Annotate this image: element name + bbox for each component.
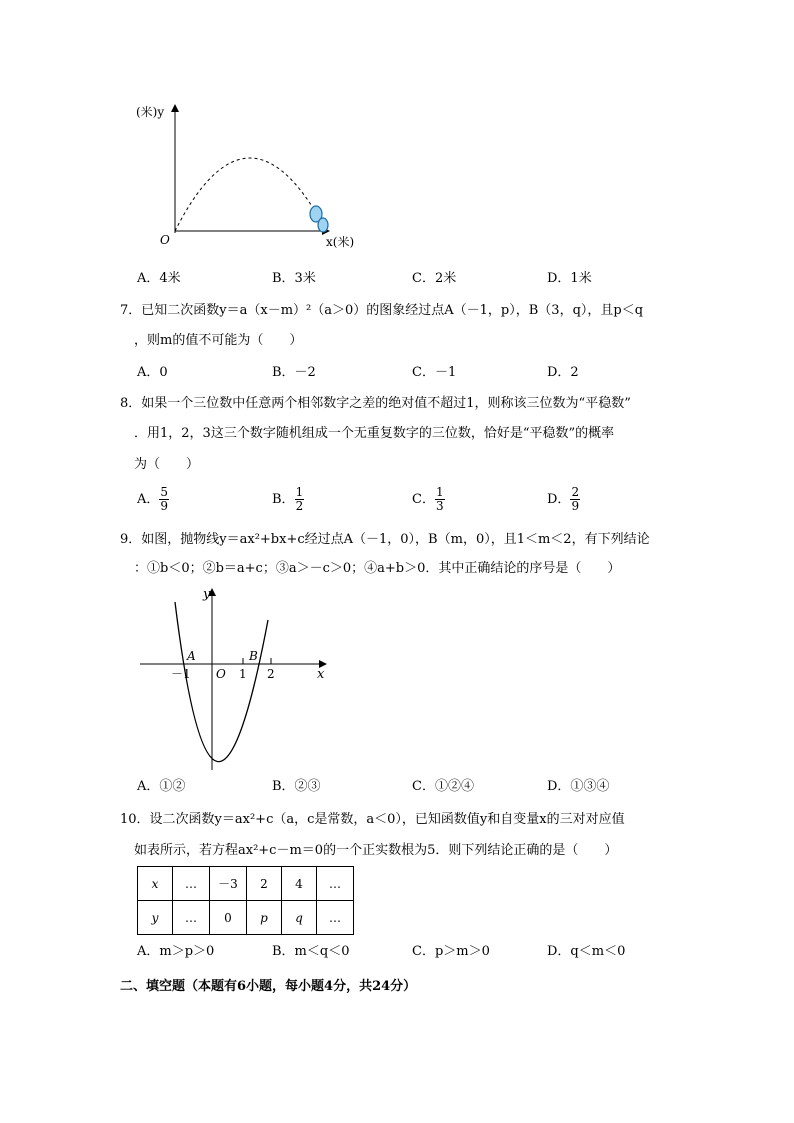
q6-option-c[interactable]: C．2米 xyxy=(412,271,457,286)
section-heading-fill-in: 二、填空题（本题有6小题，每小题4分，共24分） xyxy=(120,979,417,994)
table-cell: q xyxy=(282,901,317,935)
q8-stem-line1: 8．如果一个三位数中任意两个相邻数字之差的绝对值不超过1，则称该三位数为“平稳数” xyxy=(120,396,631,411)
numerator: 2 xyxy=(571,485,580,499)
numerator: 1 xyxy=(295,485,304,499)
table-cell: y xyxy=(138,901,173,935)
q10-stem-line2: 如表所示，若方程ax²+c－m＝0的一个正实数根为5．则下列结论正确的是（ ） xyxy=(134,843,618,858)
q9-option-d[interactable]: D．①③④ xyxy=(547,779,610,794)
fraction xyxy=(295,486,305,513)
point-a-label: A xyxy=(187,649,196,663)
parabola-figure xyxy=(135,582,335,772)
ball-shadow-icon xyxy=(318,218,328,232)
q8-stem-line3: 为（ ） xyxy=(134,457,200,472)
q8-option-a-label: A． xyxy=(137,492,160,507)
x-axis-label: x(米) xyxy=(326,235,355,249)
tick-label-two: 2 xyxy=(267,667,275,681)
table-cell: … xyxy=(173,901,210,935)
q10-option-c[interactable]: C．p＞m＞0 xyxy=(412,944,490,959)
y-axis-label: (米)y xyxy=(136,105,165,119)
q6-option-b[interactable]: B．3米 xyxy=(272,271,316,286)
q10-stem-line1: 10．设二次函数y＝ax²+c（a，c是常数，a＜0），已知函数值y和自变量x的三对对应值 xyxy=(120,812,625,827)
numerator: 1 xyxy=(435,485,444,499)
q7-option-a[interactable]: A．0 xyxy=(137,365,168,380)
q7-option-d[interactable]: D．2 xyxy=(547,365,579,380)
q9-stem-line1: 9．如图，抛物线y＝ax²+bx+c经过点A（－1，0），B（m，0），且1＜m＜2，有下列结论 xyxy=(120,532,650,547)
q10-option-b[interactable]: B．m＜q＜0 xyxy=(272,944,350,959)
q8-option-c[interactable] xyxy=(412,486,445,513)
fraction xyxy=(159,486,169,513)
q8-option-b[interactable] xyxy=(272,486,304,513)
denominator: 9 xyxy=(571,499,580,513)
q8-option-c-label: C． xyxy=(412,492,435,507)
denominator: 2 xyxy=(295,499,304,513)
q7-option-b[interactable]: B．－2 xyxy=(272,365,316,380)
table-cell: 4 xyxy=(282,867,317,901)
value-table xyxy=(137,866,354,935)
table-cell: … xyxy=(173,867,210,901)
origin-label: O xyxy=(160,233,170,247)
trajectory-figure xyxy=(130,98,370,258)
q10-option-a[interactable]: A．m＞p＞0 xyxy=(137,944,215,959)
q9-option-c[interactable]: C．①②④ xyxy=(412,779,474,794)
table-cell: … xyxy=(317,901,354,935)
table-row xyxy=(138,901,354,935)
q6-option-a[interactable]: A．4米 xyxy=(137,271,181,286)
q8-option-a[interactable] xyxy=(137,486,169,513)
table-cell: 2 xyxy=(247,867,282,901)
trajectory-curve xyxy=(175,158,318,231)
fraction xyxy=(570,486,580,513)
table-cell: 0 xyxy=(210,901,247,935)
denominator: 9 xyxy=(160,499,169,513)
denominator: 3 xyxy=(435,499,444,513)
q9-option-b[interactable]: B．②③ xyxy=(272,779,321,794)
q8-stem-line2: ．用1，2，3这三个数字随机组成一个无重复数字的三位数，恰好是“平稳数”的概率 xyxy=(134,426,615,441)
fraction xyxy=(435,486,445,513)
q10-option-d[interactable]: D．q＜m＜0 xyxy=(547,944,626,959)
table-cell: … xyxy=(317,867,354,901)
origin-label: O xyxy=(216,667,226,681)
tick-label-one: 1 xyxy=(239,667,247,681)
table-cell: －3 xyxy=(210,867,247,901)
point-b-label: B xyxy=(249,649,258,663)
q6-option-d[interactable]: D．1米 xyxy=(547,271,592,286)
table-cell: p xyxy=(247,901,282,935)
q7-stem-line2: ，则m的值不可能为（ ） xyxy=(134,333,303,348)
table-row xyxy=(138,867,354,901)
q9-option-a[interactable]: A．①② xyxy=(137,779,186,794)
q7-option-c[interactable]: C．－1 xyxy=(412,365,457,380)
table-cell: x xyxy=(138,867,173,901)
x-axis-label: x xyxy=(317,667,325,682)
numerator: 5 xyxy=(160,485,169,499)
q8-option-b-label: B． xyxy=(272,492,295,507)
q8-option-d-label: D． xyxy=(547,492,571,507)
parabola-curve xyxy=(175,602,268,762)
q9-stem-line2: ：①b＜0；②b＝a+c；③a＞－c＞0；④a+b＞0．其中正确结论的序号是（ ） xyxy=(134,561,621,576)
tick-label-neg1: －1 xyxy=(171,667,191,681)
q7-stem-line1: 7．已知二次函数y＝a（x－m）²（a＞0）的图象经过点A（－1，p），B（3，q），且p＜q xyxy=(120,303,644,318)
q8-option-d[interactable] xyxy=(547,486,580,513)
y-axis-label: y xyxy=(203,587,211,602)
